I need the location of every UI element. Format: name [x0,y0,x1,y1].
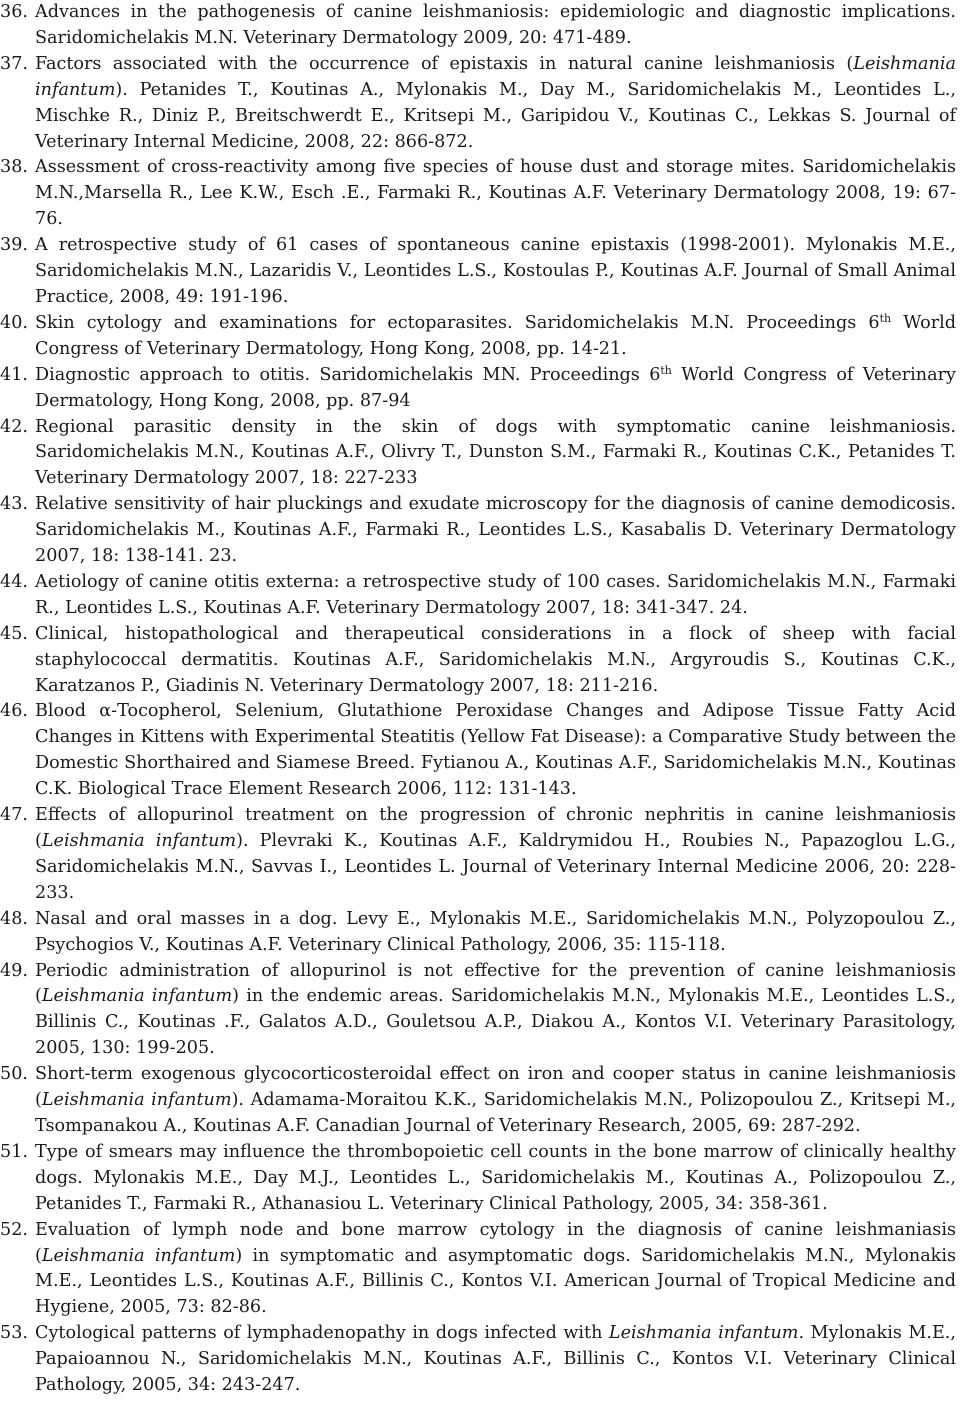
citation-text: A retrospective study of 61 cases of spontaneous canine epistaxis (1998-2001). Mylonakis M.E., Saridomichelakis M.N., Lazaridis V., Leontides L.S., Kostoulas P., Koutinas A.F. Journal of Small Animal Practice, 2008, 49: 191-196. [35,235,956,307]
citation-text: Mylonakis M.E., Papaioannou N., Saridomichelakis M.N., Koutinas A.F., Billinis C., Kontos V.I. Veterinary Clinical Pathology, 2005, 34: 243-247. [35,1323,956,1396]
citation-text: ) in the endemic areas. Saridomichelakis M.N., Mylonakis M.E., Leontides L.S., Billinis C., Koutinas .F., Galatos A.D., Gouletsou A.P., Diakou A., Kontos V.I. Veterinary Parasitology, 2005, 130: 199-205. [35,986,957,1059]
reference-item [0,907,956,959]
citation-text: Cytological patterns of lymphadenopathy in dogs infected with [35,1323,609,1344]
citation-text: ). Adamama-Moraitou K.K., Saridomichelakis M.N., Polizopoulou Z., Kritsepi M., Tsompanakou A., Koutinas A.F. Canadian Journal of Veterinary Research, 2005, 69: 287-292. [35,1090,957,1136]
citation-text: Short-term exogenous glycocorticosteroidal effect on iron and cooper status in canine leishmaniosis ( [35,1064,956,1111]
reference-text [35,157,956,229]
reference-item [0,1321,956,1399]
reference-text [35,961,956,1059]
citation-text: ). Petanides T., Koutinas A., Mylonakis M., Day M., Saridomichelakis M., Leontides L., Mischke R., Diniz P., Breitschwerdt E., Kritsepi M., Garipidou V., Koutinas C., Lekkas S. Journal of Veterinary Internal Medicine, 2008, 22: 866-872. [35,79,956,152]
reference-text [35,54,956,152]
reference-item [0,1062,956,1140]
reference-text [35,624,956,696]
citation-text: Assessment of cross-reactivity among five species of house dust and storage mites. Saridomichelakis M.N.,Marsella R., Lee K.W., Esch .E., Farmaki R., Koutinas A.F. Veterinary Dermatology 2008, 19: 67-76. [35,157,956,230]
species-name-italic: Leishmania infantum [41,831,237,851]
ordinal-superscript: th [660,363,672,377]
citation-text: Factors associated with the occurrence of epistaxis in natural canine leishmaniosis ( [35,53,854,74]
citation-text: World Congress of Veterinary Dermatology, Hong Kong, 2008, pp. 87-94 [35,364,956,411]
species-name-italic: Leishmania infantum [41,1245,236,1266]
reference-item [0,155,956,233]
reference-text [35,1142,956,1214]
reference-item [0,699,956,803]
reference-text [35,1323,956,1395]
citation-text: Nasal and oral masses in a dog. Levy E., Mylonakis M.E., Saridomichelakis M.N., Polyzopoulou Z., Psychogios V., Koutinas A.F. Veterinary Clinical Pathology, 2006, 35: 115-118. [35,908,956,955]
citation-text: World Congress of Veterinary Dermatology, Hong Kong, 2008, pp. 14-21. [35,312,957,359]
reference-text [35,365,956,411]
reference-number: 43. [0,494,28,515]
reference-number: 36. [0,2,28,22]
citation-text: Clinical, histopathological and therapeutical considerations in a flock of sheep with facial staphylococcal dermatitis. Koutinas A.F., Saridomichelakis M.N., Argyroudis S., Koutinas C.K., Karatzanos P., Giadinis N. Veterinary Dermatology 2007, 18: 211-216. [35,623,956,696]
reference-number: 52. [0,1219,28,1240]
citation-text: Regional parasitic density in the skin of dogs with symptomatic canine leishmaniosis. Saridomichelakis M.N., Koutinas A.F., Olivry T., Dunston S.M., Farmaki R., Koutinas C.K., Petanides T. Veterinary Dermatology 2007, 18: 227-233 [35,416,956,489]
species-name-italic: Leishmania infantum [41,986,233,1007]
citation-text: Effects of allopurinol treatment on the progression of chronic nephritis in canine leishmaniosis ( [35,805,956,851]
reference-text [35,494,956,566]
reference-item [0,570,956,622]
citation-text: Blood α-Tocopherol, Selenium, Glutathione Peroxidase Changes and Adipose Tissue Fatty Acid Changes in Kittens with Experimental Steatitis (Yellow Fat Disease): a Comparative Study between the Domestic Shorthaired and Siamese Breed. Fytianou A., Koutinas A.F., Saridomichelakis M.N., Koutinas C.K. Biological Trace Element Research 2006, 112: 131-143. [35,701,956,800]
reference-item [0,415,956,493]
reference-number: 53. [0,1323,28,1344]
reference-item [0,1218,956,1322]
reference-number: 46. [0,701,28,722]
reference-number: 41. [0,364,28,385]
reference-item [0,233,956,311]
reference-number: 42. [0,416,28,437]
reference-text [35,313,956,359]
species-name-italic: Leishmania infantum [41,1090,232,1111]
reference-number: 45. [0,623,28,644]
reference-item [0,0,956,52]
reference-item [0,622,956,700]
citation-text: Periodic administration of allopurinol is not effective for the prevention of canine leishmaniosis ( [35,960,956,1007]
reference-number: 44. [0,571,28,592]
citation-text: Evaluation of lymph node and bone marrow cytology in the diagnosis of canine leishmaniasis ( [35,1219,956,1266]
citation-text: Aetiology of canine otitis externa: a retrospective study of 100 cases. Saridomichelakis M.N., Farmaki R., Leontides L.S., Koutinas A.F. Veterinary Dermatology 2007, 18: 341-347. 24. [35,571,956,618]
reference-item [0,803,956,907]
reference-number: 39. [0,235,28,256]
reference-number: 48. [0,908,28,929]
reference-item [0,311,956,363]
reference-item [0,52,956,156]
citation-text: Type of smears may influence the thrombopoietic cell counts in the bone marrow of clinically healthy dogs. Mylonakis M.E., Day M.J., Leontides L., Saridomichelakis M., Koutinas A., Polizopoulou Z., Petanides T., Farmaki R., Athanasiou L. Veterinary Clinical Pathology, 2005, 34: 358-361. [35,1141,956,1214]
citation-text: Relative sensitivity of hair pluckings and exudate microscopy for the diagnosis of canine demodicosis. Saridomichelakis M., Koutinas A.F., Farmaki R., Leontides L.S., Kasabalis D. Veterinary Dermatology 2007, 18: 138-141. 23. [35,494,956,567]
reference-text [35,1220,956,1318]
species-name-italic: Leishmania infantum. [608,1323,805,1344]
reference-text [35,805,956,903]
reference-text [35,417,956,489]
reference-text [35,1064,956,1136]
species-name-italic: Leishmania infantum [35,53,956,100]
reference-item [0,492,956,570]
reference-item [0,1140,956,1218]
citation-text: ). Plevraki K., Koutinas A.F., Kaldrymidou H., Roubies N., Papazoglou L.G., Saridomichelakis M.N., Savvas I., Leontides L. Journal of Veterinary Internal Medicine 2006, 20: 228-233. [35,831,956,903]
reference-text [35,701,956,799]
citation-text: Advances in the pathogenesis of canine leishmaniosis: epidemiologic and diagnostic implications. Saridomichelakis M.N. Veterinary Dermatology 2009, 20: 471-489. [35,2,956,48]
citation-text: ) in symptomatic and asymptomatic dogs. Saridomichelakis M.N., Mylonakis M.E., Leontides L.S., Koutinas A.F., Billinis C., Kontos V.I. American Journal of Tropical Medicine and Hygiene, 2005, 73: 82-86. [35,1245,956,1318]
ordinal-superscript: th [879,311,892,325]
reference-item [0,959,956,1063]
reference-number: 51. [0,1141,28,1162]
reference-item [0,363,956,415]
reference-text [35,2,956,48]
reference-text [35,909,956,955]
reference-number: 37. [0,53,28,74]
reference-text [35,572,956,618]
reference-number: 47. [0,805,28,826]
reference-text [35,235,956,307]
reference-number: 50. [0,1064,28,1085]
reference-number: 49. [0,960,28,981]
reference-number: 40. [0,312,28,333]
citation-text: Diagnostic approach to otitis. Saridomichelakis MN. Proceedings 6 [35,364,661,385]
citation-text: Skin cytology and examinations for ectoparasites. Saridomichelakis M.N. Proceedings 6 [35,312,880,333]
reference-number: 38. [0,157,28,178]
